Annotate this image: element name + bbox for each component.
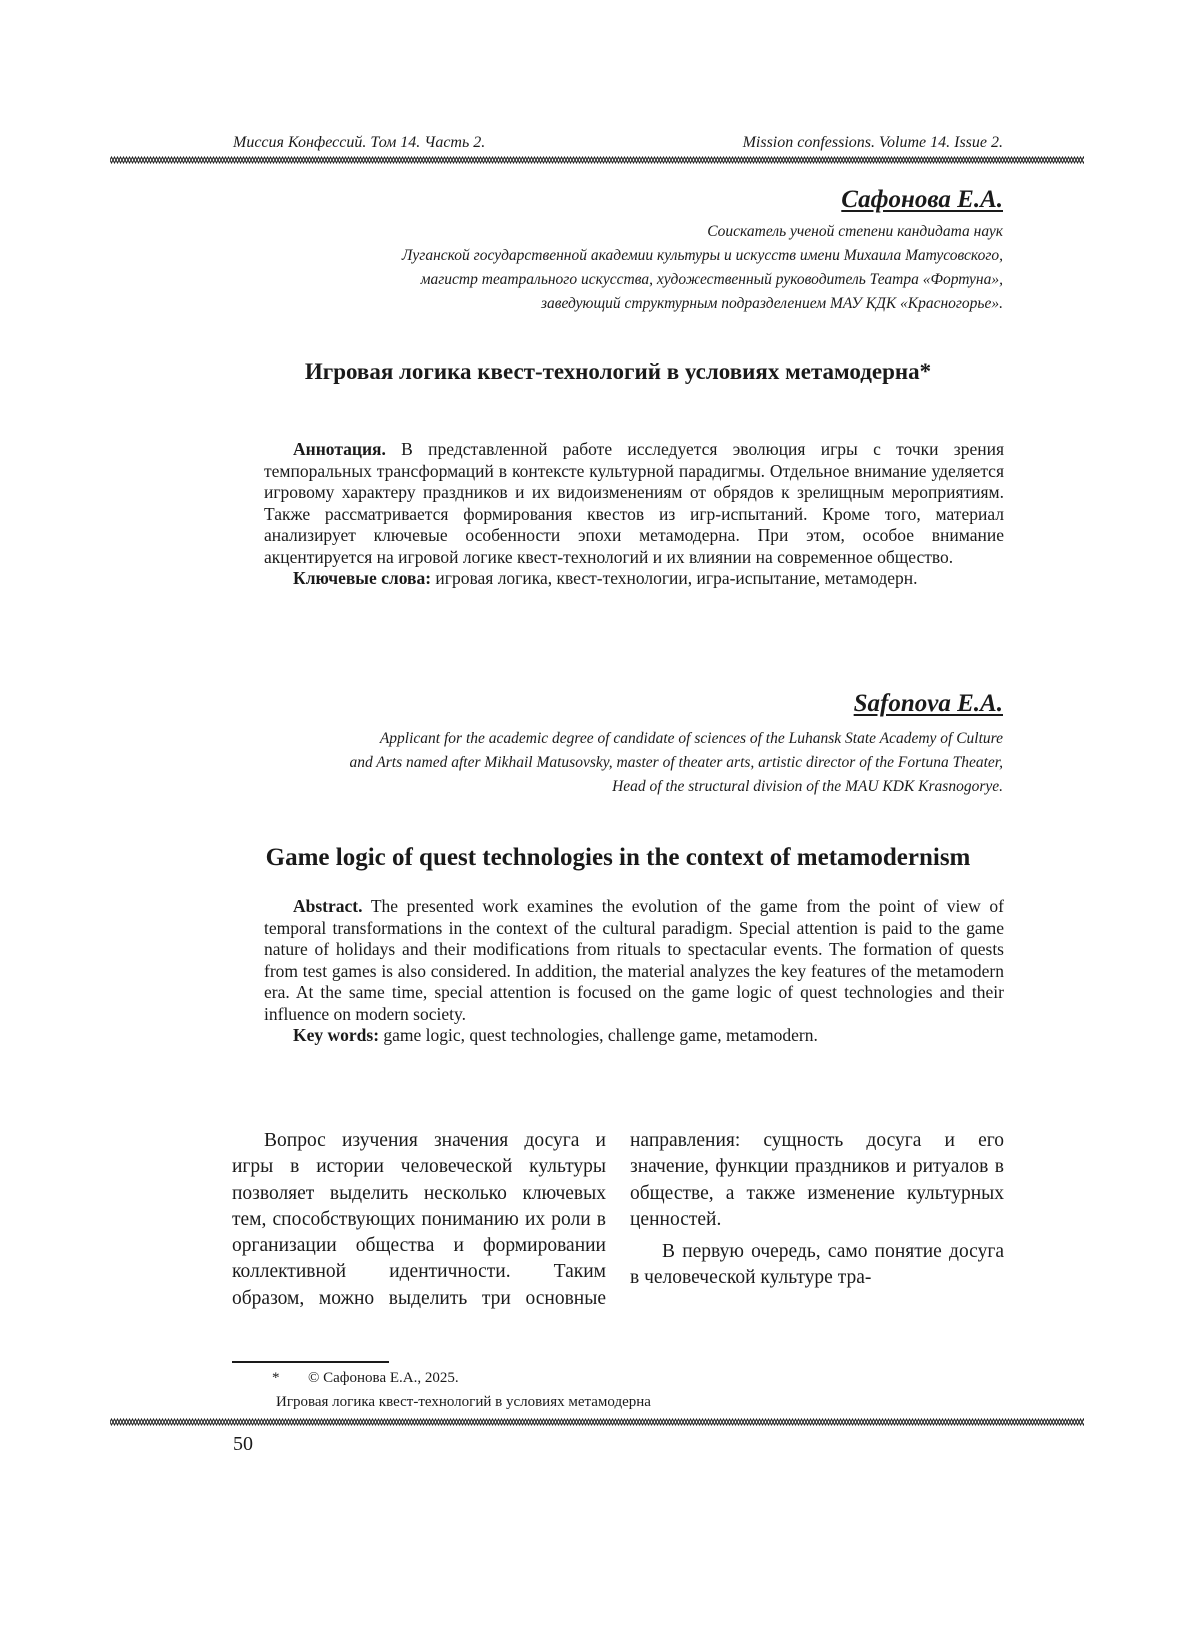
- footnote-marker: *: [272, 1370, 280, 1386]
- abstract-paragraph: [264, 896, 1004, 1025]
- footnote-title: Игровая логика квест-технологий в условиях метамодерна: [276, 1394, 651, 1410]
- affiliation-line: заведующий структурным подразделением МАУ КДК «Красногорье».: [541, 295, 1003, 312]
- affiliation-line: and Arts named after Mikhail Matusovsky, master of theater arts, artistic director of the Fortuna Theater,: [349, 754, 1003, 771]
- abstract-text: The presented work examines the evolution of the game from the point of view of temporal transformations in the context of the cultural paradigm. Special attention is paid to the game nature of holidays and their modifications from rituals to spectacular events. The formation of quests from test games is also considered. In addition, the material analyzes the key features of the metamodern era. At the same time, special attention is focused on the game logic of quest technologies and their influence on modern society.: [264, 896, 1004, 1024]
- affiliation-line: Соискатель ученой степени кандидата наук: [707, 223, 1003, 240]
- article-title-ru: Игровая логика квест-технологий в условиях метамодерна*: [304, 359, 932, 384]
- affiliation-line: Луганской государственной академии культуры и искусств имени Михаила Матусовского,: [401, 247, 1003, 264]
- running-header-ru: Миссия Конфессий. Том 14. Часть 2.: [233, 134, 486, 151]
- footnote-copyright-text: © Сафонова Е.А., 2025.: [308, 1370, 459, 1386]
- keywords-label: Ключевые слова:: [293, 568, 432, 588]
- keywords-text: game logic, quest technologies, challenge game, metamodern.: [379, 1025, 818, 1045]
- footnote-copyright: [232, 1368, 459, 1388]
- abstract-label: Abstract.: [293, 896, 363, 916]
- affiliation-ru: [243, 220, 1003, 316]
- keywords-label: Key words:: [293, 1025, 380, 1045]
- running-header-en: Mission confessions. Volume 14. Issue 2.: [742, 134, 1003, 151]
- abstract-text: В представленной работе исследуется эволюция игры с точки зрения темпоральных трансформаций в контексте культурной парадигмы. Отдельное внимание уделяется игровому характеру праздников и их видоизменениям от обрядов к зрелищным мероприятиям. Также рассматривается формирования квестов из игр-испытаний. Кроме того, материал анализирует ключевые особенности эпохи метамодерна. При этом, особое внимание акцентируется на игровой логике квест-технологий и их влиянии на современное общество.: [264, 439, 1004, 567]
- ornament-divider-bottom: [110, 1417, 1084, 1427]
- author-name-en: Safonova E.A.: [853, 690, 1003, 717]
- abstract-paragraph: [264, 439, 1004, 568]
- body-paragraph: Вопрос изучения значения досуга и игры в истории человеческой культуры позволяет выделить несколько ключевых тем, способствующих пониманию их роли в организации общества и формировании коллективной идентичности. Таким образом, можно выделить три основные направления: сущность досуга и его значение, функции праздников и ритуалов в обществе, а также изменение культурных ценностей.: [232, 1130, 1004, 1309]
- keywords: [264, 568, 1004, 590]
- affiliation-line: магистр театрального искусства, художественный руководитель Театра «Фортуна»,: [420, 271, 1003, 288]
- footnote-rule: [232, 1361, 389, 1363]
- affiliation-en: [243, 727, 1003, 799]
- affiliation-line: Applicant for the academic degree of candidate of sciences of the Luhansk State Academy of Culture: [379, 730, 1003, 747]
- page-number: 50: [233, 1433, 253, 1455]
- article-title-en: Game logic of quest technologies in the context of metamodernism: [265, 844, 971, 871]
- abstract-label: Аннотация.: [293, 439, 386, 459]
- body-paragraph: В первую очередь, само понятие досуга в человеческой культуре тра-: [630, 1241, 1004, 1289]
- abstract-ru: [264, 439, 1004, 590]
- abstract-en: [264, 896, 1004, 1047]
- keywords-text: игровая логика, квест-технологии, игра-испытание, метамодерн.: [431, 568, 918, 588]
- ornament-divider-top: [110, 155, 1084, 165]
- affiliation-line: Head of the structural division of the MAU KDK Krasnogorye.: [612, 778, 1003, 795]
- keywords: [264, 1025, 1004, 1047]
- author-name-ru: Сафонова Е.А.: [841, 186, 1003, 213]
- body-text-columns: [232, 1128, 1004, 1338]
